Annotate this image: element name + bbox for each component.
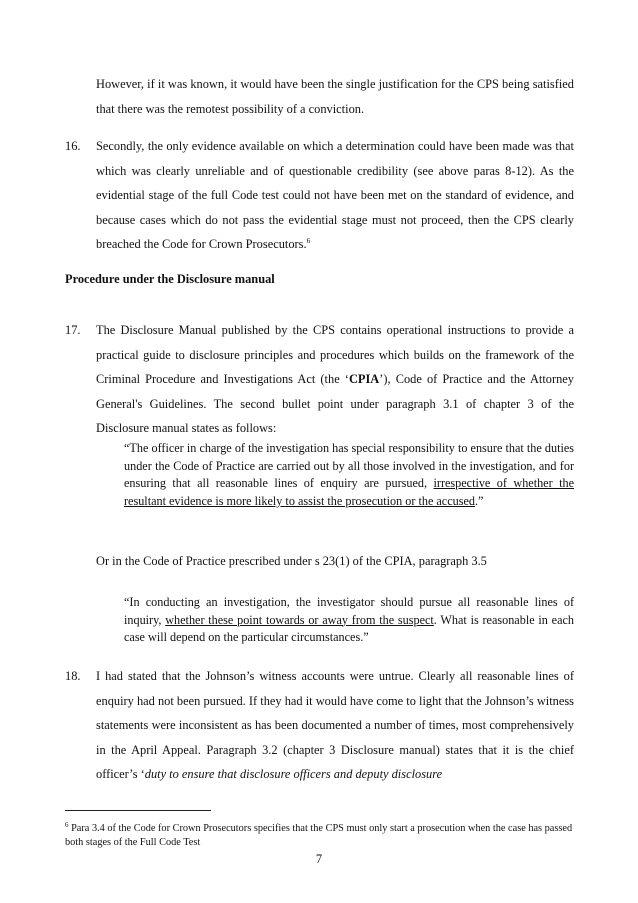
quote-introduction: Or in the Code of Practice prescribed under s 23(1) of the CPIA, paragraph 3.5 [96,554,487,568]
italic-quotation: duty to ensure that disclosure officers and deputy disclosure [144,767,443,781]
block-quote-1: “The officer in charge of the investigation has special responsibility to ensure that the duties under the Code of Practice are carried out by all those involved in the investigation, and for ensuring that all reasonable lines of enquiry are pursued, irrespective of whether the resultant evidence is more likely to assist the prosecution or the accused.” [124,441,574,508]
paragraph-16: Secondly, the only evidence available on which a determination could have been made was that which was clearly unreliable and of questionable credibility (see above paras 8-12). As the evidential stage of the full Code test could not have been met on the standard of evidence, and because cases which do not pass the evidential stage must not proceed, then the CPS clearly breached the Code for Crown Prosecutors.$^6$ [96,139,574,251]
paragraph-18: I had stated that the Johnson’s witness accounts were untrue. Clearly all reasonable lines of enquiry had not been pursued. If they had it would have come to light that the Johnson’s witness statements were inconsistent as has been documented a number of times, most comprehensively in the April Appeal. Paragraph 3.2 (chapter 3 Disclosure manual) states that it is the chief officer’s ‘duty to ensure that disclosure officers and deputy disclosure [96,669,574,781]
underlined-phrase-1: irrespective of whether the resultant evidence is more likely to assist the prosecution or the accused [124,476,574,508]
paragraph-number-17: 17. [65,323,81,337]
paragraph-number-18: 18. [65,669,81,683]
cpia-abbreviation: CPIA [348,372,380,386]
paragraph-17: The Disclosure Manual published by the CPS contains operational instructions to provide a practical guide to disclosure principles and procedures which builds on the framework of the Criminal Procedure and Investigations Act (the ‘CPIA’), Code of Practice and the Attorney General's Guidelines. The second bullet point under paragraph 3.1 of chapter 3 of the Disclosure manual states as follows: [96,323,574,435]
section-heading: Procedure under the Disclosure manual [65,272,275,286]
page-number: 7 [315,852,323,866]
continuation-paragraph: However, if it was known, it would have been the single justification for the CPS being satisfied that there was the remotest possibility of a conviction. [96,77,574,116]
paragraph-number-16: 16. [65,139,81,153]
block-quote-2: “In conducting an investigation, the investigator should pursue all reasonable lines of inquiry, whether these point towards or away from the suspect. What is reasonable in each case will depend on the particular circumstances.” [124,595,574,645]
footnote-separator [65,810,211,811]
underlined-phrase-2: whether these point towards or away from the suspect [165,612,434,627]
footnote-reference[interactable]: 6 [306,236,311,245]
footnote: $^6$ Para 3.4 of the Code for Crown Prosecutors specifies that the CPS must only start a prosecution when the case has passed both stages of the Full Code Test [65,821,573,848]
footnote-number: 6 [65,821,69,829]
